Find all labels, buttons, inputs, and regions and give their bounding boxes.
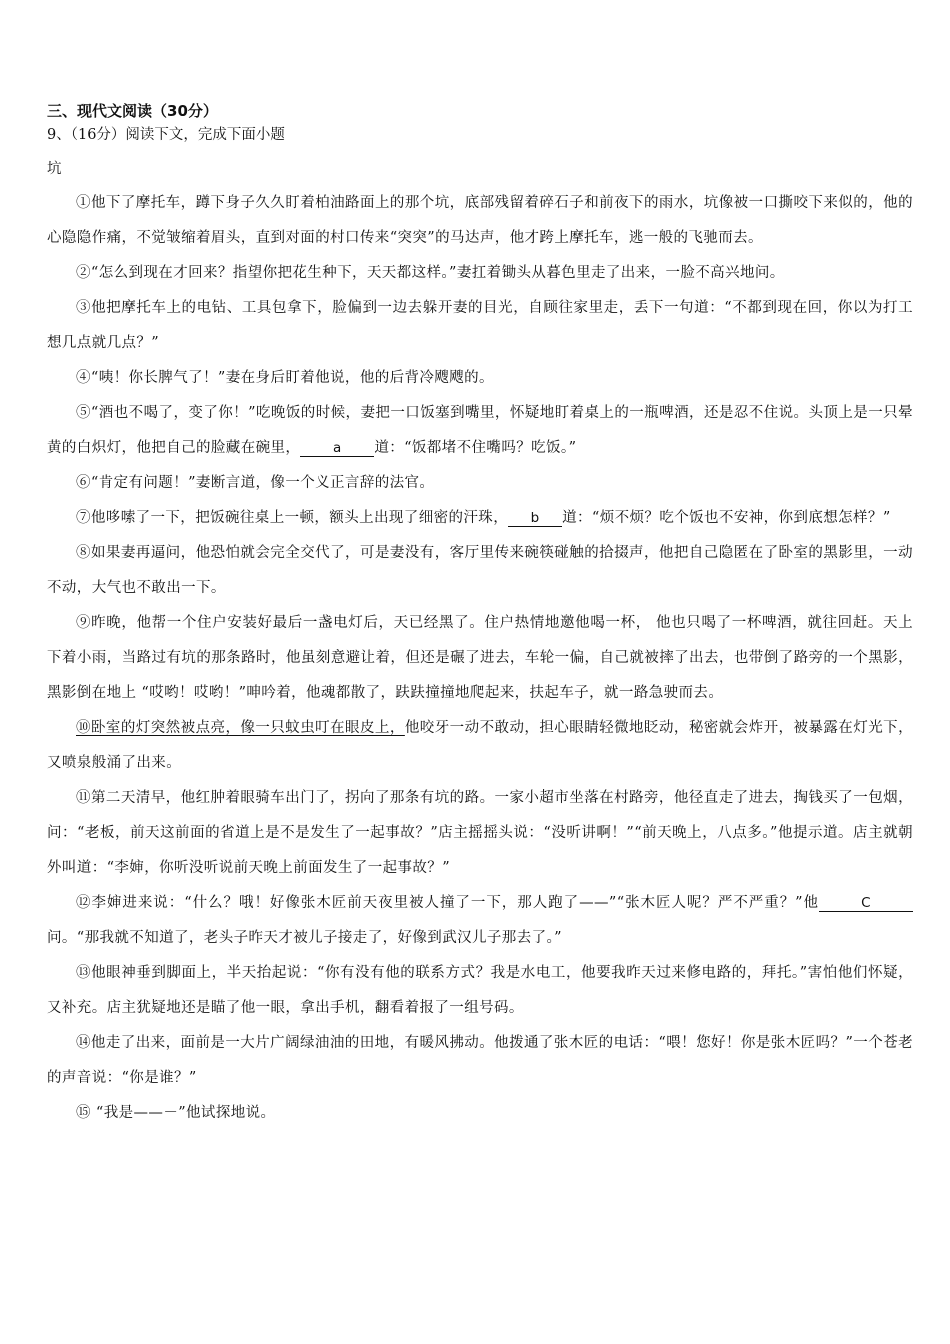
paragraph-5-text-end: 道：“饭都堵不住嘴吗？吃饭。” xyxy=(374,440,577,456)
paragraph-1: ①他下了摩托车，蹲下身子久久盯着柏油路面上的那个坑，底部残留着碎石子和前夜下的雨水，坑像被一口撕咬下来似的，他的心隐隐作痛，不觉皱缩着眉头，直到对面的村口传来“突突”的马达声，他才跨上摩托车，逃一般的飞驰而去。 xyxy=(47,195,913,246)
paragraph-7-text: ⑦他哆嗦了一下，把饭碗往桌上一顿，额头上出现了细密的汗珠， xyxy=(76,510,509,526)
blank-a: a xyxy=(300,440,374,457)
paragraph-12-text-end: 问。“那我就不知道了，老头子昨天才被儿子接走了，好像到武汉儿子那去了。” xyxy=(47,930,562,946)
paragraph-15: ⑮ “我是——－”他试探地说。 xyxy=(76,1105,276,1121)
paragraph-14: ⑭他走了出来，面前是一大片广阔绿油油的田地，有暖风拂动。他拨通了张木匠的电话：“喂！您好！你是张木匠吗？”一个苍老的声音说：“你是谁？” xyxy=(47,1035,913,1086)
paragraph-2: ②“怎么到现在才回来？指望你把花生种下，天天都这样。”妻扛着锄头从暮色里走了出来，一脸不高兴地问。 xyxy=(76,265,785,281)
paragraph-13: ⑬他眼神垂到脚面上，半天抬起说：“你有没有他的联系方式？我是水电工，他要我昨天过来修电路的，拜托。”害怕他们怀疑，又补充。店主犹疑地还是瞄了他一眼，拿出手机，翻看着报了一组号码。 xyxy=(47,965,913,1016)
paragraph-7 xyxy=(47,501,913,536)
paragraph-4: ④“咦！你长脾气了！”妻在身后盯着他说，他的后背冷飕飕的。 xyxy=(76,370,494,386)
exam-page xyxy=(47,100,913,1131)
paragraph-5 xyxy=(47,396,913,466)
blank-b: b xyxy=(508,510,562,527)
paragraph-6: ⑥“肯定有问题！”妻断言道，像一个义正言辞的法官。 xyxy=(76,475,435,491)
question-prompt: 9、（16分）阅读下文，完成下面小题 xyxy=(47,127,285,143)
paragraph-9: ⑨昨晚，他帮一个住户安装好最后一盏电灯后，天已经黑了。住户热情地邀他喝一杯， 他也只喝了一杯啤酒，就往回赶。天上下着小雨，当路过有坑的那条路时，他虽刻意避让着，但还是碾了进去，车轮一偏，自己就被摔了出去，也带倒了路旁的一个黑影，黑影倒在地上 “哎哟！哎哟！”呻吟着，他魂都散了，趺趺撞撞地爬起来，扶起车子，就一路急驶而去。 xyxy=(47,615,913,701)
blank-c: C xyxy=(819,895,913,912)
paragraph-12 xyxy=(47,886,913,956)
paragraph-10 xyxy=(47,711,913,781)
underlined-sentence: ⑩卧室的灯突然被点亮，像一只蚊虫叮在眼皮上， xyxy=(76,720,405,736)
paragraph-10-text: 他咬牙一动不敢动，担心眼睛轻微地眨动，秘密就会炸开，被暴露在灯光下，又喷泉般涌了出来。 xyxy=(47,720,913,771)
paragraph-7-text-end: 道：“烦不烦？吃个饭也不安神，你到底想怎样？” xyxy=(562,510,891,526)
paragraph-12-text: ⑫李婶进来说：“什么？哦！好像张木匠前天夜里被人撞了一下，那人跑了——”“张木匠人呢？严不严重？”他 xyxy=(76,895,819,911)
paragraph-11: ⑪第二天清早，他红肿着眼骑车出门了，拐向了那条有坑的路。一家小超市坐落在村路旁，他径直走了进去，掏钱买了一包烟，问：“老板，前天这前面的省道上是不是发生了一起事故？”店主摇摇头说：“没听讲啊！”“前天晚上，八点多。”他提示道。店主就朝外叫道：“李婶，你听没听说前天晚上前面发生了一起事故？” xyxy=(47,790,913,876)
paragraph-3: ③他把摩托车上的电钻、工具包拿下，脸偏到一边去躲开妻的目光，自顾往家里走，丢下一句道：“不都到现在回，你以为打工想几点就几点？” xyxy=(47,300,913,351)
section-title: 三、现代文阅读（30分） xyxy=(47,102,218,120)
article-title: 坑 xyxy=(47,161,62,177)
paragraph-5-text: ⑤“酒也不喝了，变了你！”吃晚饭的时候，妻把一口饭塞到嘴里，怀疑地盯着桌上的一瓶啤酒，还是忍不住说。头顶上是一只晕黄的白炽灯，他把自己的脸藏在碗里， xyxy=(47,405,913,456)
paragraph-8: ⑧如果妻再逼问，他恐怕就会完全交代了，可是妻没有，客厅里传来碗筷碰触的拾掇声，他把自己隐匿在了卧室的黑影里，一动不动，大气也不敢出一下。 xyxy=(47,545,913,596)
